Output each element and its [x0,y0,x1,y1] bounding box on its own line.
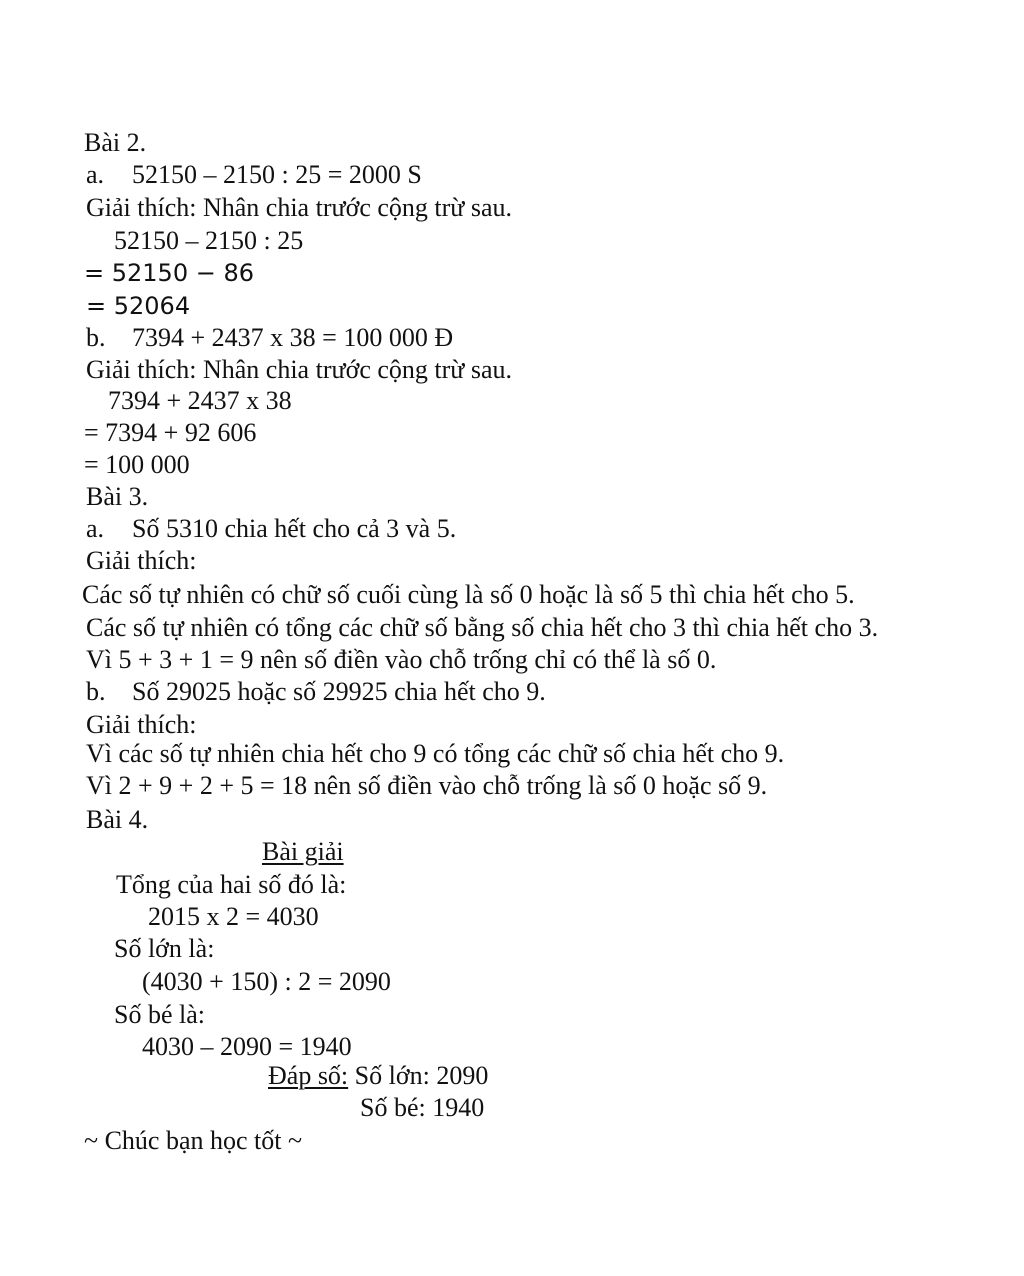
bai2-b-step1: 7394 + 2437 x 38 [108,386,292,415]
bai3-a-line [86,514,456,544]
bai2-b-explanation: Giải thích: Nhân chia trước cộng trừ sau. [86,355,513,384]
bai2-heading: Bài 2. [84,128,147,157]
answer-line [268,1061,488,1091]
bai3-a-explain-label: Giải thích: [86,546,197,575]
closing-note: ~ Chúc bạn học tốt ~ [84,1126,303,1155]
small-number-calculation: 4030 – 2090 = 1940 [142,1032,352,1061]
bai2-a-marker: a. [86,160,105,189]
bai2-a-line [86,160,422,190]
bai2-b-expression: 7394 + 2437 x 38 = 100 000 Đ [132,323,454,352]
bai2-a-step2: = 52150 − 86 [84,259,254,287]
bai2-b-marker: b. [86,323,106,352]
bai3-b-explain-label: Giải thích: [86,710,197,739]
bai2-a-step3: = 52064 [86,292,191,320]
answer-small: Số bé: 1940 [360,1093,485,1122]
bai2-b-step2: = 7394 + 92 606 [84,418,257,447]
big-number-label: Số lớn là: [114,934,215,963]
bai3-b-line [86,677,546,707]
bai3-b-marker: b. [86,677,106,706]
solution-title: Bài giải [262,837,344,866]
big-number-calculation: (4030 + 150) : 2 = 2090 [142,967,391,996]
answer-big: Số lớn: 2090 [354,1061,489,1090]
bai3-a-reason3: Vì 5 + 3 + 1 = 9 nên số điền vào chỗ trống chỉ có thể là số 0. [86,645,717,674]
bai3-a-reason1: Các số tự nhiên có chữ số cuối cùng là số 0 hoặc là số 5 thì chia hết cho 5. [82,580,855,609]
bai2-a-explanation: Giải thích: Nhân chia trước cộng trừ sau. [86,193,513,222]
bai3-b-reason2: Vì 2 + 9 + 2 + 5 = 18 nên số điền vào chỗ trống là số 0 hoặc số 9. [86,771,768,800]
bai3-b-reason1: Vì các số tự nhiên chia hết cho 9 có tổng các chữ số chia hết cho 9. [86,739,785,768]
bai3-a-text: Số 5310 chia hết cho cả 3 và 5. [132,514,457,543]
bai2-b-line [86,323,453,353]
answer-label: Đáp số: [268,1061,349,1090]
small-number-label: Số bé là: [114,1000,205,1029]
bai3-heading: Bài 3. [86,482,149,511]
bai3-b-text: Số 29025 hoặc số 29925 chia hết cho 9. [132,677,546,706]
bai3-a-marker: a. [86,514,105,543]
sum-label: Tổng của hai số đó là: [116,870,347,899]
sum-calculation: 2015 x 2 = 4030 [148,902,319,931]
bai2-b-step3: = 100 000 [84,450,190,479]
bai2-a-step1: 52150 – 2150 : 25 [114,226,304,255]
bai2-a-expression: 52150 – 2150 : 25 = 2000 S [132,160,422,189]
bai3-a-reason2: Các số tự nhiên có tổng các chữ số bằng số chia hết cho 3 thì chia hết cho 3. [86,613,879,642]
bai4-heading: Bài 4. [86,805,149,834]
